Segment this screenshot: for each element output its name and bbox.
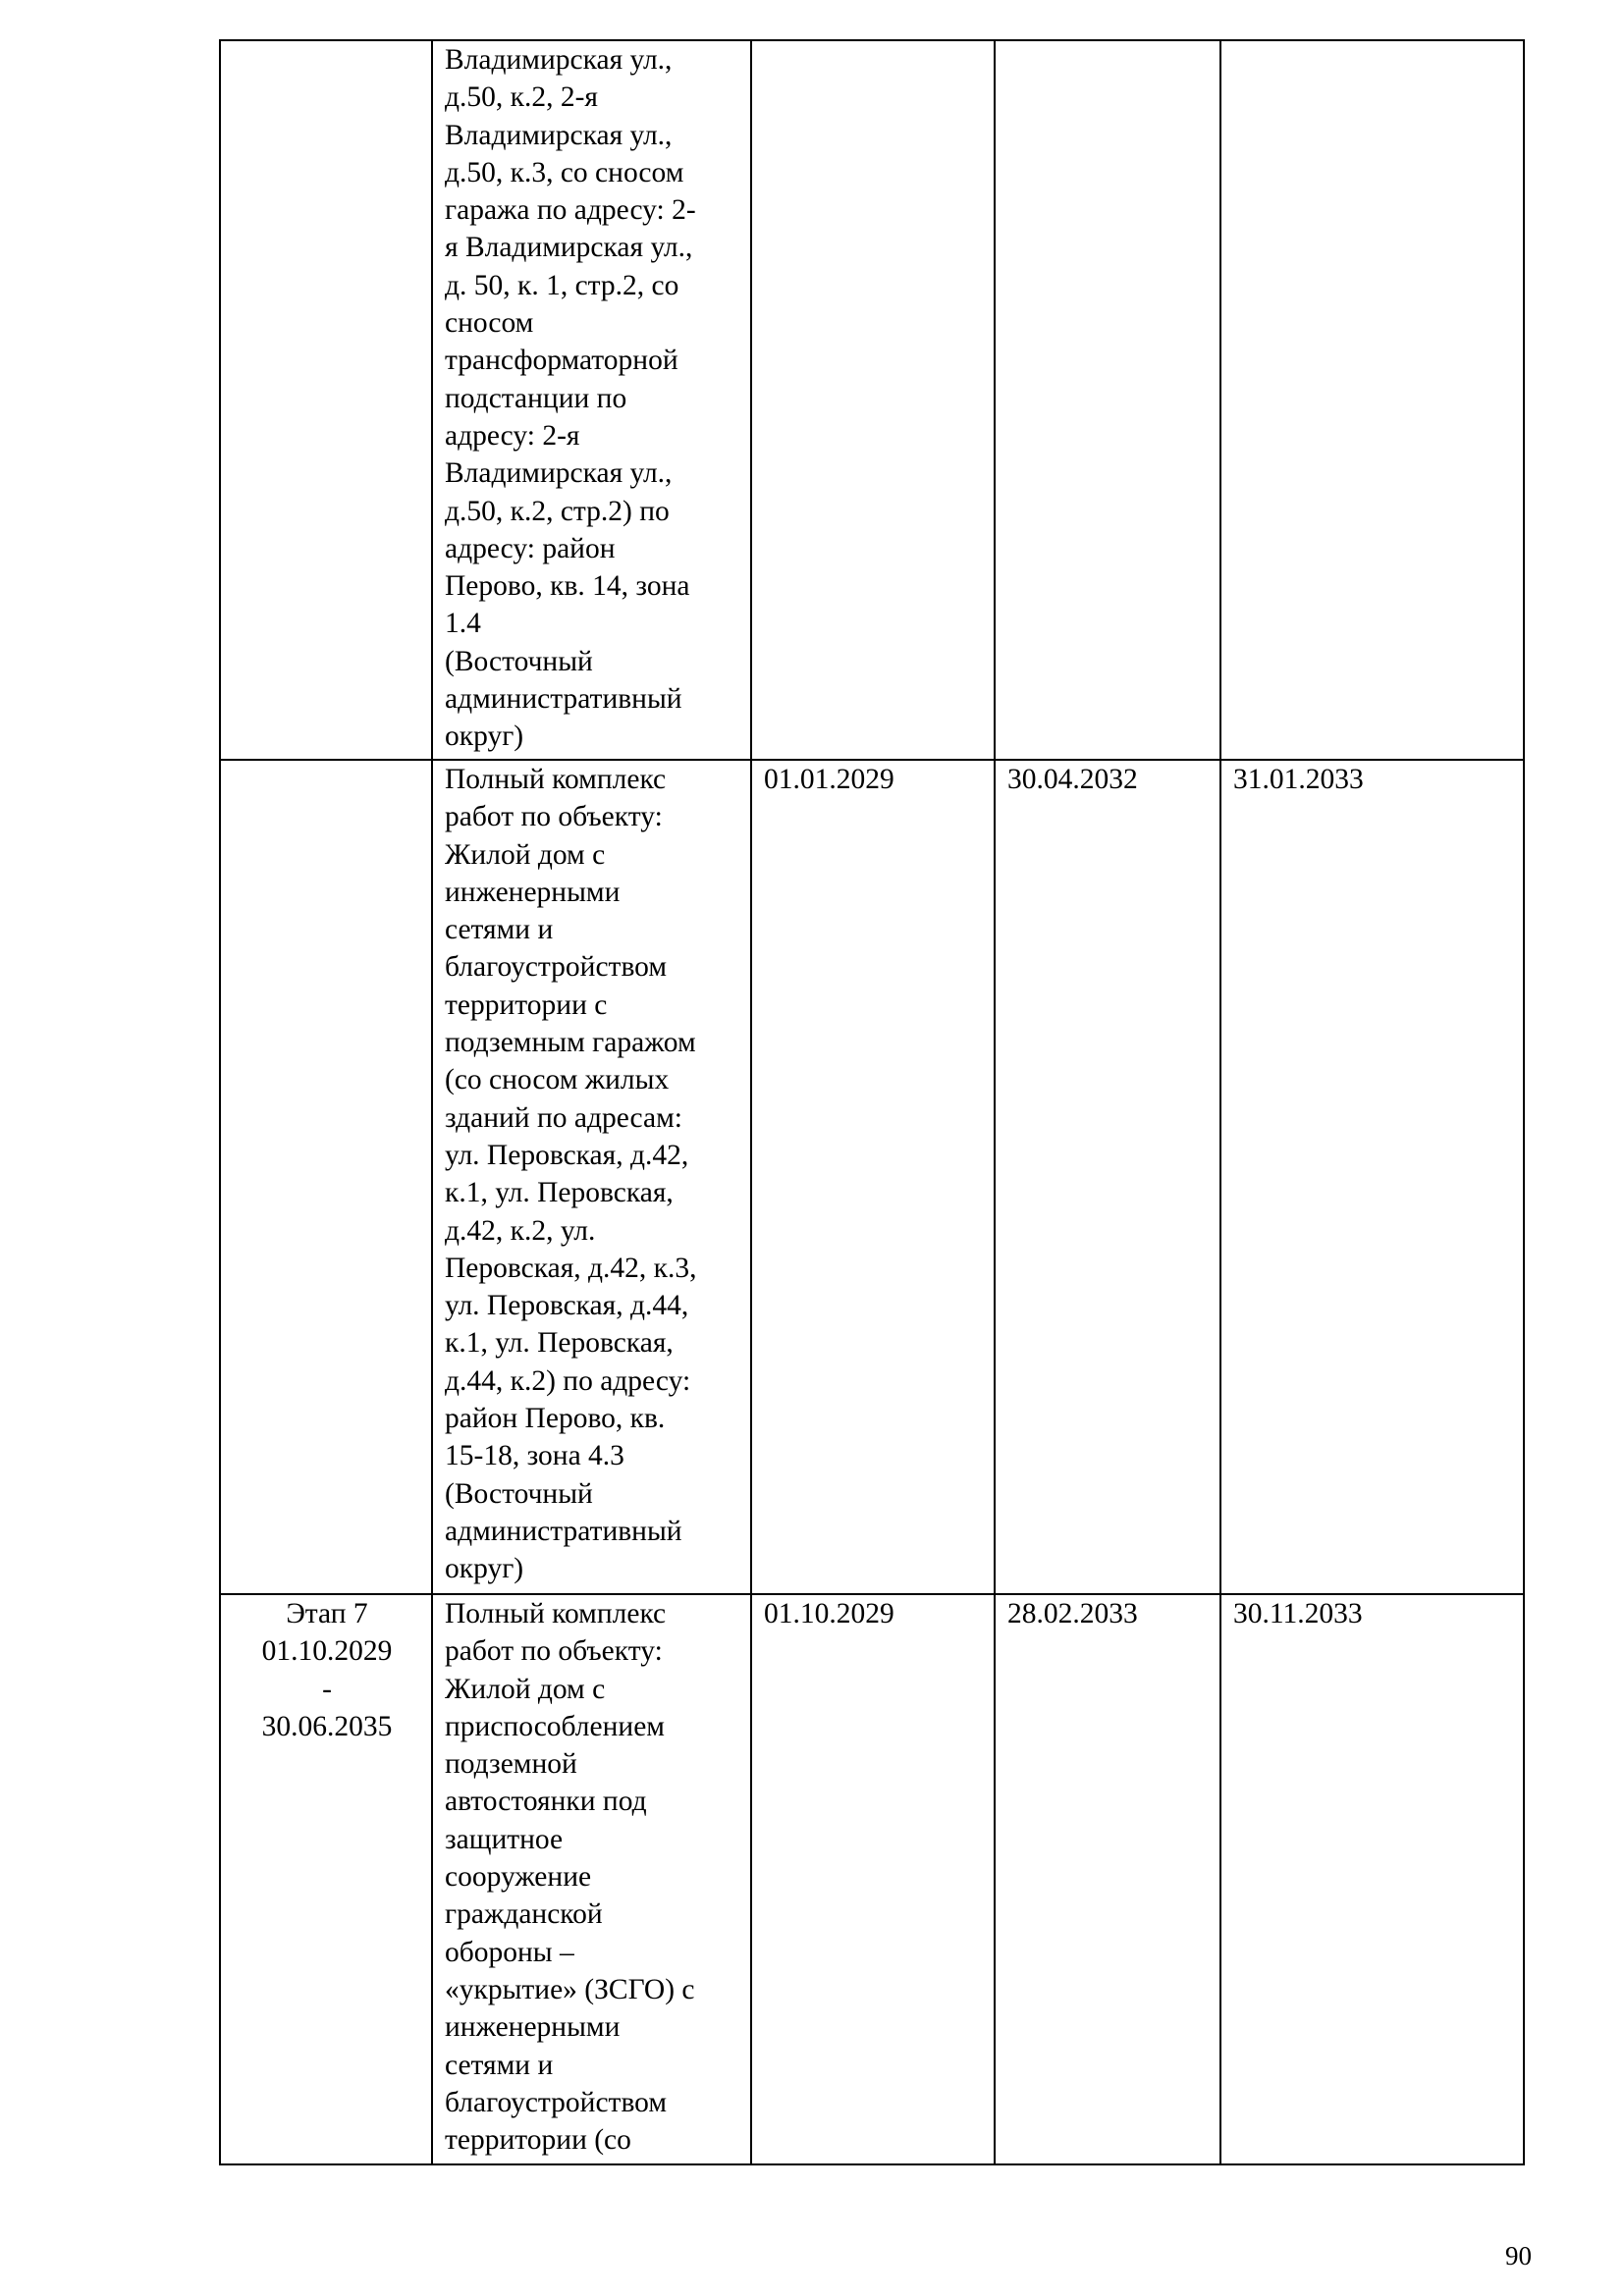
construction-end-date-cell: 30.04.2032 [995, 760, 1220, 1594]
stage-cell [220, 40, 432, 760]
stage-cell: Этап 7 01.10.2029 - 30.06.2035 [220, 1594, 432, 2164]
start-date-cell: 01.10.2029 [751, 1594, 995, 2164]
object-description-cell: Полный комплекс работ по объекту: Жилой дом с инженерными сетями и благоустройством территории с подземным гаражом (со сносом жилых зданий по адресам: ул. Перовская, д.42, к.1, ул. Перовская, д.42, к.2, ул. Перовская, д.42, к.3, ул. Перовская, д.44, к.1, ул. Перовская, д.44, к.2) по адресу: район Перово, кв. 15-18, зона 4.3 (Восточный административный округ) [432, 760, 751, 1594]
commissioning-date-cell [1220, 40, 1524, 760]
object-description-cell: Полный комплекс работ по объекту: Жилой дом с приспособлением подземной автостоянки под защитное сооружение гражданской обороны – «укрытие» (ЗСГО) с инженерными сетями и благоустройством территории (со [432, 1594, 751, 2164]
object-description-cell: Владимирская ул., д.50, к.2, 2-я Владимирская ул., д.50, к.3, со сносом гаража по адресу: 2- я Владимирская ул., д. 50, к. 1, стр.2, со сносом трансформаторной подстанции по адресу: 2-я Владимирская ул., д.50, к.2, стр.2) по адресу: район Перово, кв. 14, зона 1.4 (Восточный административный округ) [432, 40, 751, 760]
table-row [220, 40, 1524, 760]
schedule-table-wrapper [219, 39, 1523, 2165]
stage-cell [220, 760, 432, 1594]
table-row [220, 760, 1524, 1594]
commissioning-date-cell: 31.01.2033 [1220, 760, 1524, 1594]
start-date-cell [751, 40, 995, 760]
start-date-cell: 01.01.2029 [751, 760, 995, 1594]
schedule-table [219, 39, 1525, 2165]
commissioning-date-cell: 30.11.2033 [1220, 1594, 1524, 2164]
construction-end-date-cell [995, 40, 1220, 760]
page-number: 90 [1505, 2241, 1532, 2270]
construction-end-date-cell: 28.02.2033 [995, 1594, 1220, 2164]
table-row [220, 1594, 1524, 2164]
